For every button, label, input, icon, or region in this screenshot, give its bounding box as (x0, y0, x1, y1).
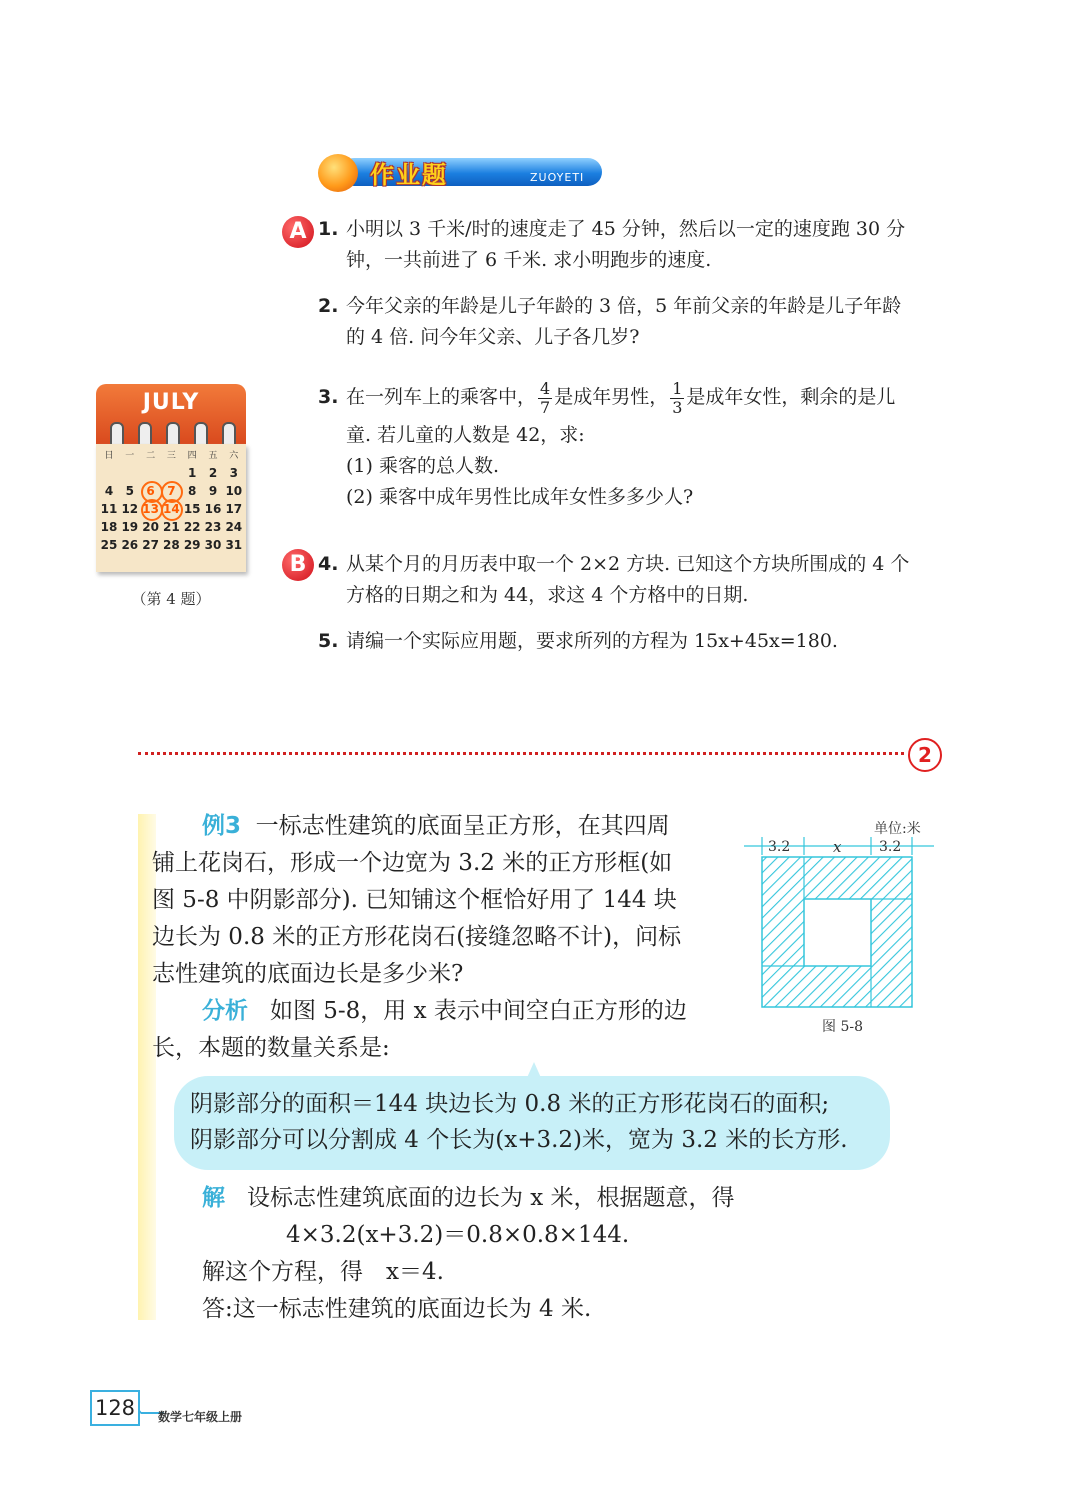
analysis-text-line: 长，本题的数量关系是: (152, 1035, 390, 1061)
calendar-date: 30 (204, 538, 222, 552)
calendar-date: 11 (100, 502, 118, 516)
calendar-date: 24 (225, 520, 243, 534)
relation-line: 阴影部分的面积＝144 块边长为 0.8 米的正方形花岗石的面积; (190, 1091, 830, 1117)
problem-text-line: 的 4 倍. 问今年父亲、儿子各几岁? (346, 326, 640, 348)
calendar-weekday: 六 (229, 451, 239, 461)
problem-2 (318, 291, 946, 353)
calendar-date: 10 (225, 484, 243, 498)
calendar-date: 9 (208, 484, 218, 498)
calendar-date: 12 (121, 502, 139, 516)
calendar-date: 1 (188, 466, 197, 480)
example-text-line: 铺上花岗石，形成一个边宽为 3.2 米的正方形框(如 (152, 850, 673, 876)
figure-caption: 图 5-8 (822, 1019, 863, 1035)
answer-line: 答:这一标志性建筑的底面边长为 4 米. (202, 1296, 592, 1322)
calendar-grid (96, 444, 246, 572)
calendar-date: 22 (183, 520, 201, 534)
dimension-left: 3.2 (768, 839, 791, 855)
fraction-denominator: 3 (672, 397, 683, 417)
problem-subitem: (1) 乘客的总人数. (346, 455, 499, 477)
solution-label: 解 (202, 1185, 225, 1211)
fraction-denominator: 7 (540, 397, 551, 417)
problem-text-line: 钟，一共前进了 6 千米. 求小明跑步的速度. (346, 249, 712, 271)
fraction-numerator: 4 (540, 378, 551, 398)
calendar-date: 3 (229, 466, 238, 480)
problem-text-line: 请编一个实际应用题，要求所列的方程为 15x+45x=180. (346, 630, 838, 652)
calendar-date: 28 (163, 538, 180, 552)
solution-first-line (202, 1180, 902, 1217)
solution-text: 设标志性建筑底面的边长为 x 米，根据题意，得 (246, 1185, 735, 1211)
problem-text: 在一列车上的乘客中， (346, 386, 537, 408)
calendar-date: 6 (146, 484, 155, 498)
problem-1 (318, 214, 946, 276)
calendar-date: 23 (204, 520, 222, 534)
calendar-date: 4 (104, 484, 114, 498)
calendar-date: 15 (183, 502, 201, 516)
calendar-weekday: 日 (104, 451, 114, 461)
example-label: 例3 (202, 813, 242, 839)
calendar-date: 29 (183, 538, 201, 552)
figure-unit: 单位:米 (874, 821, 921, 837)
calendar-weekday: 五 (208, 451, 218, 461)
problem-number: 3. (318, 386, 339, 408)
example-text-line: 志性建筑的底面边长是多少米? (152, 961, 464, 987)
calendar-date: 17 (225, 502, 243, 516)
problem-text-line: 从某个月的月历表中取一个 2×2 方块. 已知这个方块所围成的 4 个 (346, 553, 910, 575)
analysis-label: 分析 (202, 998, 248, 1024)
section-number-badge: 2 (908, 738, 942, 772)
calendar-caption: （第 4 题） (131, 590, 211, 608)
figure-diagram (740, 815, 940, 1045)
calendar-date: 13 (142, 502, 159, 516)
calendar-weekday: 一 (125, 451, 135, 461)
page-number: 128 (90, 1390, 140, 1426)
equation: 4×3.2(x+3.2)＝0.8×0.8×144. (286, 1222, 630, 1248)
level-a-badge: A (282, 216, 314, 248)
problem-text-line: 童. 若儿童的人数是 42，求: (346, 424, 585, 446)
section-divider (138, 752, 904, 755)
calendar-date: 31 (225, 538, 243, 552)
problem-text-line: 方格的日期之和为 44，求这 4 个方格中的日期. (346, 584, 749, 606)
calendar-date: 26 (121, 538, 139, 552)
calendar-date: 2 (208, 466, 218, 480)
calendar-illustration (96, 384, 246, 572)
fraction-numerator: 1 (672, 378, 683, 398)
figure-5-8 (740, 815, 940, 1045)
problem-number: 2. (318, 295, 339, 317)
relation-line: 阴影部分可以分割成 4 个长为(x+3.2)米，宽为 3.2 米的长方形. (190, 1127, 848, 1153)
solve-line: 解这个方程，得 x＝4. (202, 1259, 444, 1285)
calendar-date: 19 (121, 520, 139, 534)
problem-number: 4. (318, 553, 339, 575)
calendar-weekday: 二 (146, 451, 156, 461)
problem-text: 是成年男性， (554, 386, 669, 408)
problem-number: 1. (318, 218, 339, 240)
example-text-line: 边长为 0.8 米的正方形花岗石(接缝忽略不计)，问标 (152, 924, 682, 950)
book-title: 数学七年级上册 (158, 1410, 243, 1424)
problem-text: 是成年女性，剩余的是儿 (686, 386, 896, 408)
problem-text-line: 今年父亲的年龄是儿子年龄的 3 倍，5 年前父亲的年龄是儿子年龄 (346, 295, 902, 317)
calendar-date: 20 (142, 520, 159, 534)
calendar-date: 8 (188, 484, 197, 498)
example-text: 一标志性建筑的底面呈正方形，在其四周 (255, 813, 670, 839)
relation-callout (174, 1076, 890, 1170)
calendar-date: 25 (100, 538, 118, 552)
calendar-month: JULY (142, 390, 200, 415)
problem-4 (318, 549, 946, 611)
example-text-line: 图 5-8 中阴影部分). 已知铺这个框恰好用了 144 块 (152, 887, 677, 913)
orange-ball-icon (318, 154, 358, 192)
calendar-weekday: 三 (166, 451, 176, 461)
problem-text-line (346, 374, 946, 420)
calendar-date: 5 (125, 484, 134, 498)
calendar-date: 21 (163, 520, 180, 534)
solution-block (202, 1180, 902, 1328)
problem-number: 5. (318, 630, 339, 652)
level-b-badge: B (282, 549, 314, 581)
calendar-date: 14 (163, 502, 180, 516)
fraction (670, 380, 684, 417)
calendar-date: 16 (204, 502, 222, 516)
problem-3 (318, 374, 946, 513)
homework-title: 作业题 (370, 161, 448, 189)
example-block (152, 808, 732, 1067)
dimension-mid: x (833, 838, 842, 856)
analysis-first-line (152, 993, 732, 1030)
calendar-date: 18 (100, 520, 118, 534)
problem-5 (318, 626, 946, 657)
analysis-text: 如图 5-8，用 x 表示中间空白正方形的边 (269, 998, 687, 1024)
calendar-date: 7 (167, 484, 176, 498)
calendar-date: 27 (142, 538, 159, 552)
calendar-weekday: 四 (187, 451, 197, 461)
homework-subtitle: ZUOYETI (530, 171, 585, 184)
problem-text-line: 小明以 3 千米/时的速度走了 45 分钟，然后以一定的速度跑 30 分 (346, 218, 906, 240)
problem-subitem: (2) 乘客中成年男性比成年女性多多少人? (346, 486, 694, 508)
homework-banner (318, 152, 604, 192)
inner-square (804, 899, 871, 966)
fraction (538, 380, 552, 417)
example-first-line (152, 808, 732, 845)
dimension-right: 3.2 (879, 839, 902, 855)
